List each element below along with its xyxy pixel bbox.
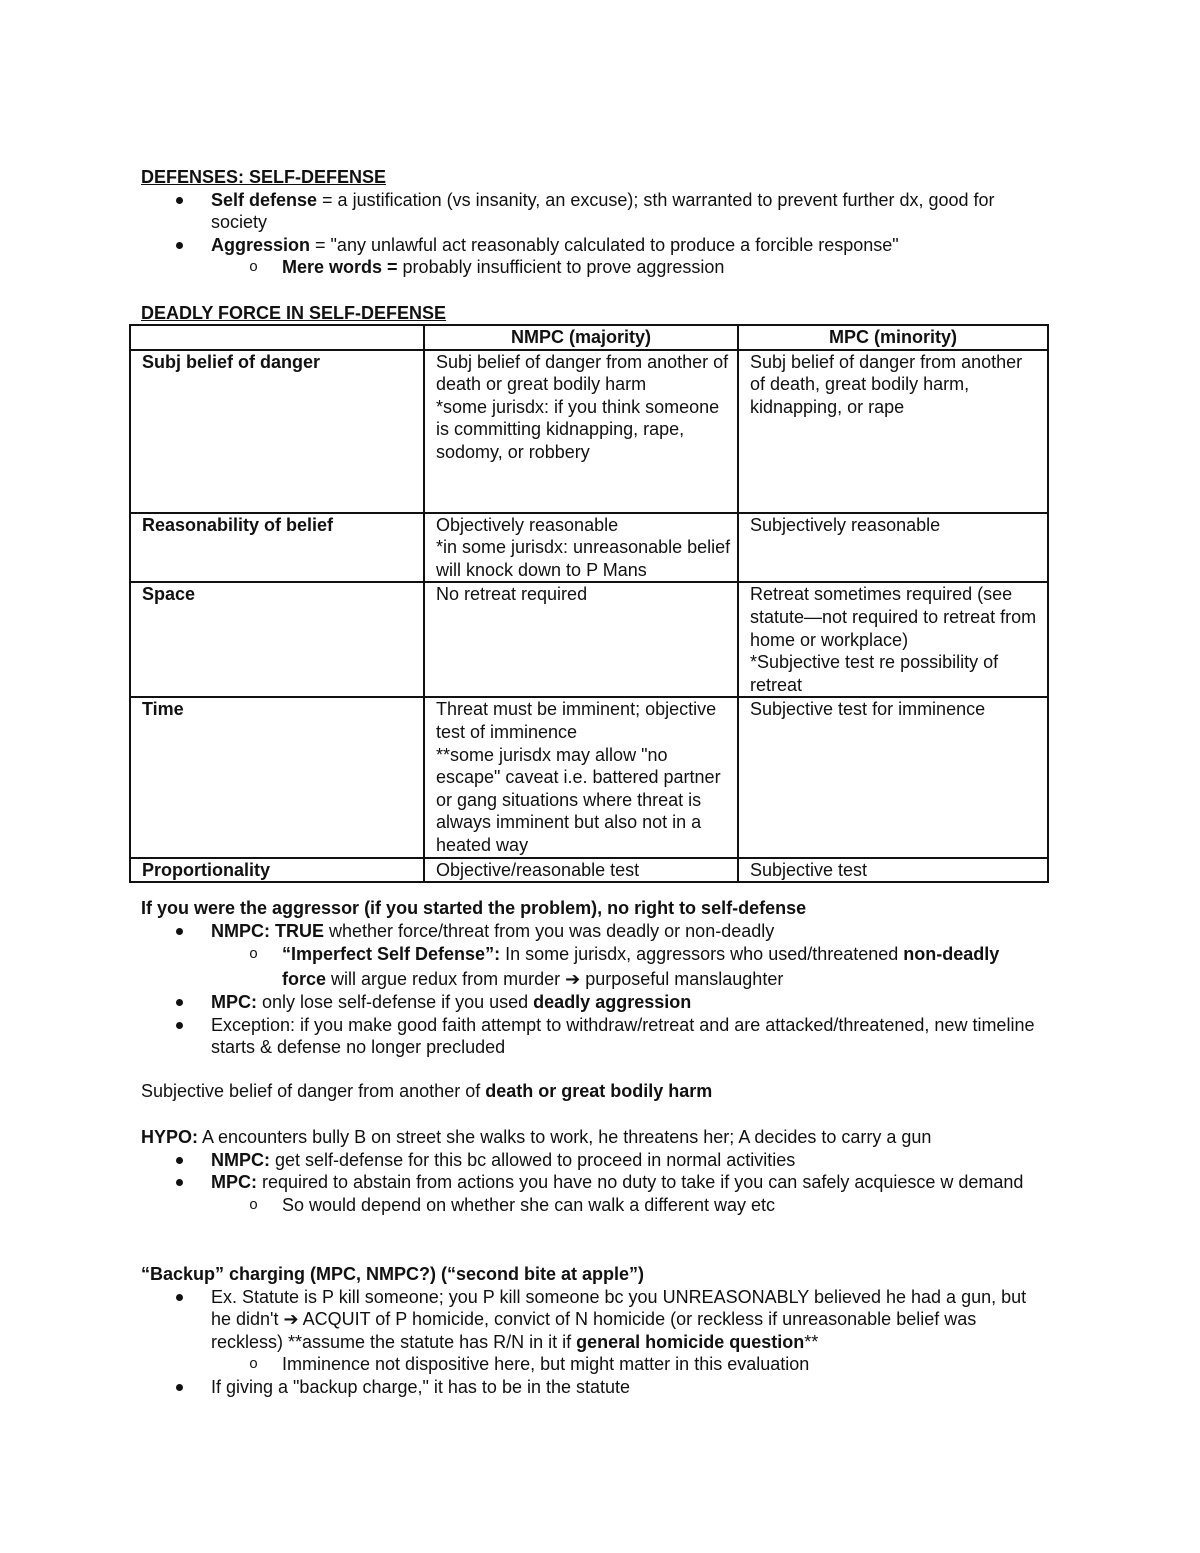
table-cell bbox=[424, 858, 738, 883]
bullet-list bbox=[141, 1286, 1046, 1399]
section-heading: “Backup” charging (MPC, NMPC?) (“second bite at apple”) bbox=[141, 1264, 645, 1284]
table-cell bbox=[738, 582, 1048, 697]
row-label: Subj belief of danger bbox=[130, 350, 424, 513]
definition: Exception: if you make good faith attempt to withdraw/retreat and are attacked/threatened, new timeline starts & defense no longer precluded bbox=[211, 1014, 1035, 1058]
table-cell bbox=[424, 513, 738, 583]
list-item bbox=[141, 1149, 1046, 1172]
list-item bbox=[141, 189, 1046, 234]
table-cell bbox=[738, 350, 1048, 513]
term: Aggression bbox=[211, 234, 311, 255]
table-heading-block bbox=[141, 302, 1046, 325]
body-text: Subjective belief of danger from another of bbox=[141, 1081, 486, 1101]
term: NMPC: bbox=[211, 1149, 270, 1170]
table-header-row bbox=[130, 325, 1048, 350]
cell-text: Retreat sometimes required (see statute—not required to retreat from home or workplace) bbox=[750, 584, 1037, 650]
column-header bbox=[130, 325, 424, 350]
list-item bbox=[141, 1286, 1046, 1354]
definition: In some jurisdx, aggressors who used/threatened bbox=[500, 944, 904, 965]
table-cell bbox=[424, 582, 738, 697]
deadly-force-table bbox=[129, 324, 1049, 883]
cell-text: Subjectively reasonable bbox=[750, 514, 941, 535]
sub-list-item bbox=[141, 256, 1046, 279]
cell-text: Objective/reasonable test bbox=[436, 859, 640, 880]
body-text: A encounters bully B on street she walks to work, he threatens her; A decides to carry a gun bbox=[198, 1127, 932, 1147]
definition: purposeful manslaughter bbox=[580, 968, 784, 989]
bullet-list bbox=[141, 920, 1046, 1059]
table-row bbox=[130, 858, 1048, 883]
sub-list-item bbox=[141, 1353, 1046, 1376]
definition: Imminence not dispositive here, but might matter in this evaluation bbox=[282, 1354, 810, 1375]
definition: = a justification (vs insanity, an excuse); sth warranted to prevent further dx, good for society bbox=[211, 189, 995, 233]
table-heading: DEADLY FORCE IN SELF-DEFENSE bbox=[141, 303, 447, 323]
section-hypo bbox=[141, 1126, 1046, 1216]
cell-text: Subjective test bbox=[750, 859, 868, 880]
emphasis: general homicide question bbox=[576, 1331, 805, 1352]
term: Mere words = bbox=[282, 257, 398, 278]
arrow-icon: ➔ bbox=[283, 1309, 299, 1330]
table-cell bbox=[738, 513, 1048, 583]
table-row bbox=[130, 582, 1048, 697]
term: “Imperfect Self Defense”: bbox=[282, 944, 501, 965]
table-cell bbox=[424, 697, 738, 857]
definition: If giving a "backup charge," it has to be in the statute bbox=[211, 1376, 631, 1397]
term: HYPO: bbox=[141, 1127, 199, 1147]
cell-text: *in some jurisdx: unreasonable belief will knock down to P Mans bbox=[436, 537, 731, 580]
sub-list-item bbox=[141, 1194, 1046, 1217]
term: MPC: bbox=[211, 992, 257, 1013]
sub-list-item bbox=[141, 942, 1046, 991]
definition: only lose self-defense if you used bbox=[257, 992, 534, 1013]
cell-text: No retreat required bbox=[436, 584, 588, 605]
definition: will argue redux from murder bbox=[326, 968, 566, 989]
definition: Ex. Statute is P kill someone; you P kill someone bc you UNREASONABLY believed he had a gun, but he didn't bbox=[211, 1286, 1027, 1330]
cell-text: **some jurisdx may allow "no escape" caveat i.e. battered partner or gang situations where threat is always imminent but also not in a heated way bbox=[436, 744, 721, 855]
list-item bbox=[141, 234, 1046, 257]
section-aggressor bbox=[141, 897, 1046, 1059]
column-header: NMPC (majority) bbox=[424, 325, 738, 350]
table-cell bbox=[738, 858, 1048, 883]
cell-text: *some jurisdx: if you think someone is committing kidnapping, rape, sodomy, or robbery bbox=[436, 396, 720, 462]
subjective-belief-line bbox=[141, 1080, 1046, 1103]
definition: probably insufficient to prove aggression bbox=[397, 257, 725, 278]
section-backup-charging bbox=[141, 1263, 1046, 1399]
bullet-list bbox=[141, 189, 1046, 279]
definition: whether force/threat from you was deadly or non-deadly bbox=[324, 920, 775, 941]
section-heading: DEFENSES: SELF-DEFENSE bbox=[141, 167, 387, 187]
arrow-icon: ➔ bbox=[565, 968, 581, 989]
definition: = "any unlawful act reasonably calculated to produce a forcible response" bbox=[310, 234, 899, 255]
row-label: Proportionality bbox=[130, 858, 424, 883]
emphasis: non-deadly force bbox=[282, 944, 1000, 989]
cell-text: Subjective test for imminence bbox=[750, 699, 986, 720]
table-cell bbox=[738, 697, 1048, 857]
cell-text: Subj belief of danger from another of death or great bodily harm bbox=[436, 351, 729, 395]
section-self-defense bbox=[141, 166, 1046, 279]
column-header: MPC (minority) bbox=[738, 325, 1048, 350]
section-heading: If you were the aggressor (if you started the problem), no right to self-defense bbox=[141, 898, 807, 918]
bullet-list bbox=[141, 1149, 1046, 1217]
definition: required to abstain from actions you have no duty to take if you can safely acquiesce w demand bbox=[257, 1172, 1024, 1193]
table-cell bbox=[424, 350, 738, 513]
list-item bbox=[141, 991, 1046, 1014]
list-item bbox=[141, 1014, 1046, 1059]
emphasis: deadly aggression bbox=[533, 992, 692, 1013]
definition: ** bbox=[804, 1331, 819, 1352]
definition: So would depend on whether she can walk a different way etc bbox=[282, 1194, 775, 1215]
term: Self defense bbox=[211, 189, 318, 210]
emphasis: death or great bodily harm bbox=[485, 1081, 713, 1101]
cell-text: Threat must be imminent; objective test of imminence bbox=[436, 699, 717, 742]
term: NMPC: TRUE bbox=[211, 920, 324, 941]
term: MPC: bbox=[211, 1172, 257, 1193]
cell-text: Subj belief of danger from another of death, great bodily harm, kidnapping, or rape bbox=[750, 351, 1023, 417]
table-row bbox=[130, 350, 1048, 513]
list-item bbox=[141, 920, 1046, 943]
row-label: Time bbox=[130, 697, 424, 857]
definition: ACQUIT of P homicide, convict of N homicide (or reckless if unreasonable belief was reckless) **assume the statute has R/N in it if bbox=[211, 1309, 977, 1352]
cell-text: Objectively reasonable bbox=[436, 514, 619, 535]
cell-text: *Subjective test re possibility of retreat bbox=[750, 652, 999, 695]
table-row bbox=[130, 697, 1048, 857]
definition: get self-defense for this bc allowed to proceed in normal activities bbox=[270, 1149, 796, 1170]
list-item bbox=[141, 1171, 1046, 1194]
row-label: Space bbox=[130, 582, 424, 697]
row-label: Reasonability of belief bbox=[130, 513, 424, 583]
table-row bbox=[130, 513, 1048, 583]
list-item bbox=[141, 1376, 1046, 1399]
